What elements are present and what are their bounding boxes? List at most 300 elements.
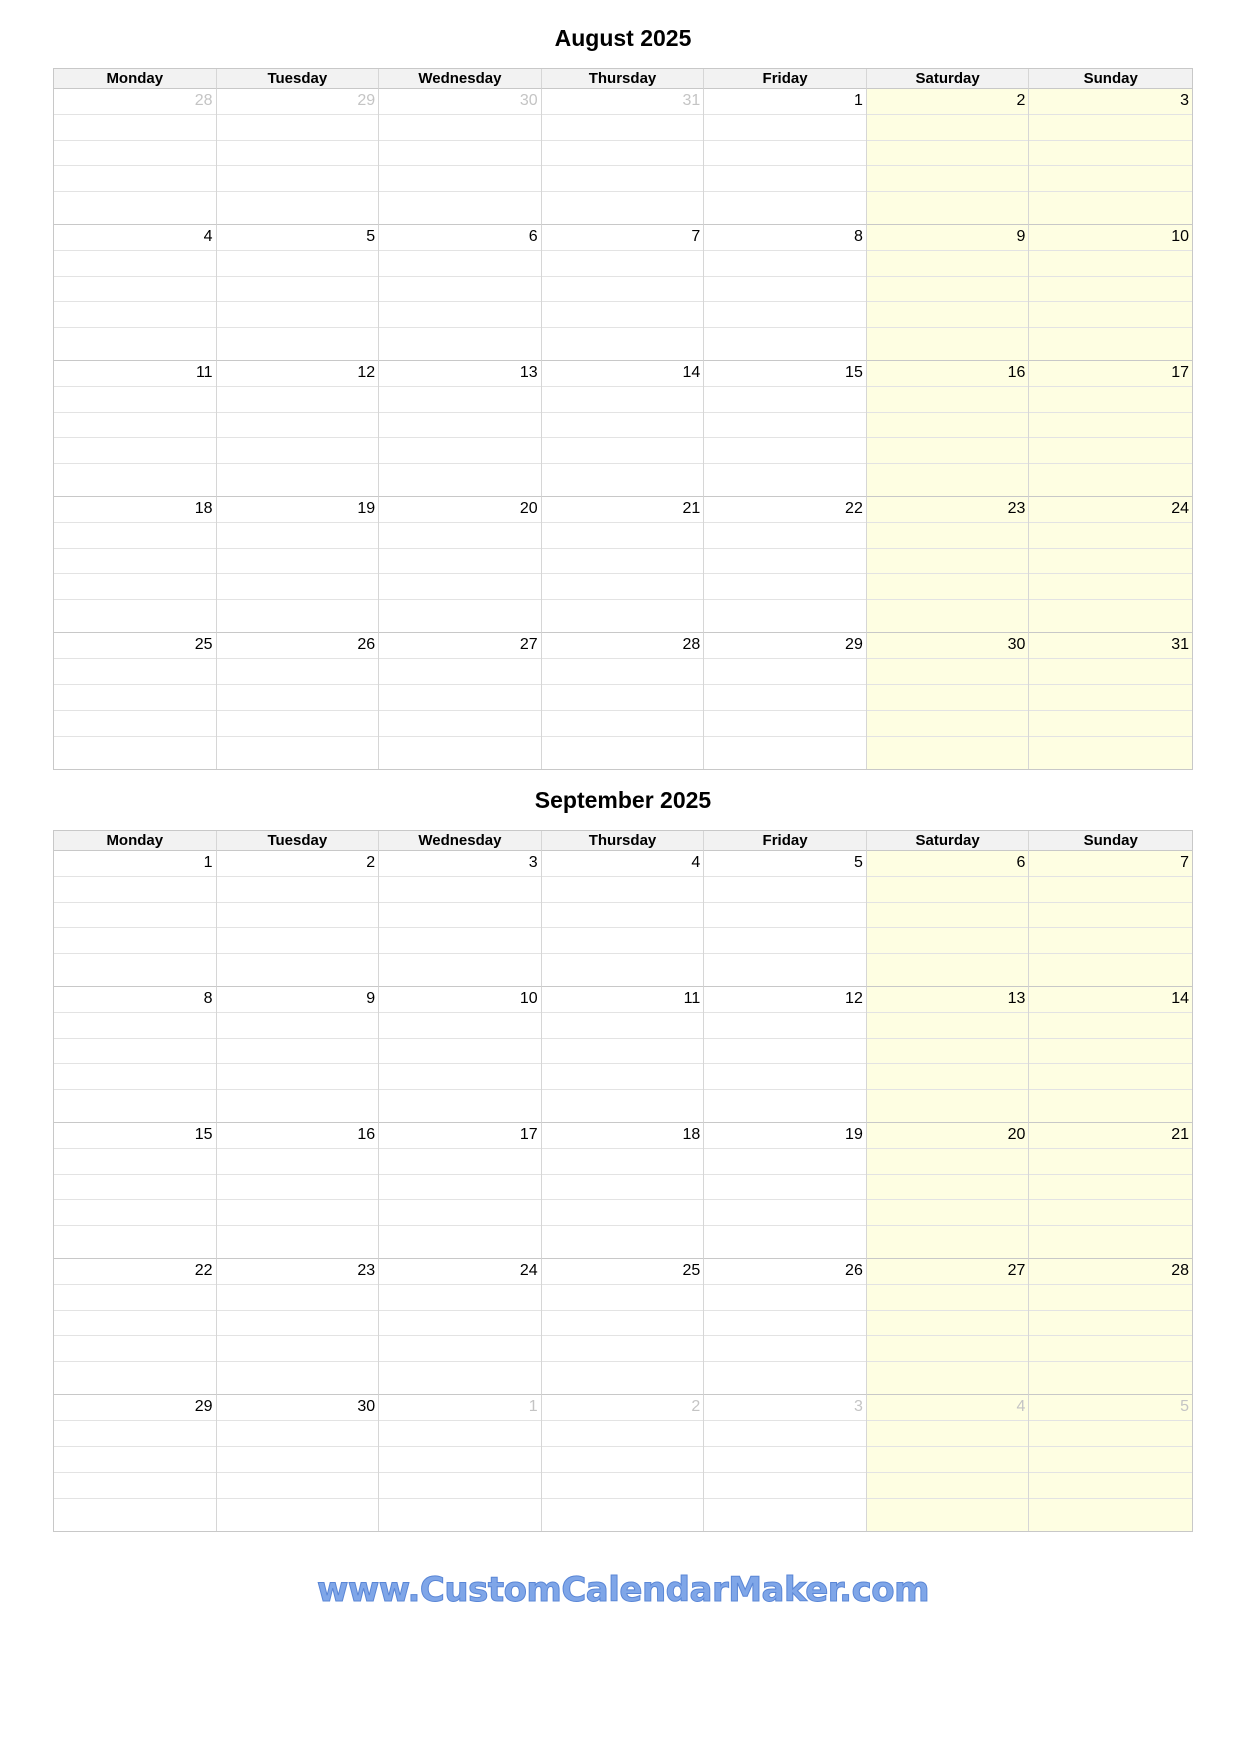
note-line: [704, 115, 866, 141]
note-line: [542, 413, 704, 439]
note-line: [1029, 523, 1192, 549]
note-line: [542, 1362, 704, 1394]
note-line: [867, 1175, 1029, 1201]
weekday-header: Sunday: [1029, 831, 1192, 851]
day-number: 29: [54, 1395, 216, 1421]
day-number: 26: [217, 633, 379, 659]
note-line: [542, 877, 704, 903]
day-number: 3: [1029, 89, 1192, 115]
note-line: [867, 328, 1029, 360]
note-line: [704, 1226, 866, 1258]
note-line: [217, 328, 379, 360]
weekday-header: Wednesday: [379, 69, 542, 89]
note-line: [542, 600, 704, 632]
note-line: [1029, 928, 1192, 954]
day-cell-outside-month: [867, 1395, 1030, 1531]
note-line: [1029, 685, 1192, 711]
day-number: 11: [54, 361, 216, 387]
note-line: [379, 1149, 541, 1175]
note-line: [867, 438, 1029, 464]
note-line: [542, 711, 704, 737]
note-line: [542, 1175, 704, 1201]
day-number: 31: [1029, 633, 1192, 659]
note-line: [704, 1336, 866, 1362]
day-cell: [867, 633, 1030, 769]
note-line: [217, 302, 379, 328]
note-line: [54, 1473, 216, 1499]
note-line: [704, 387, 866, 413]
day-number: 1: [379, 1395, 541, 1421]
day-cell: [704, 851, 867, 987]
day-cell: [1029, 1259, 1192, 1395]
note-line: [542, 1421, 704, 1447]
note-line: [704, 600, 866, 632]
note-line: [704, 1473, 866, 1499]
day-number: 20: [379, 497, 541, 523]
note-line: [1029, 1447, 1192, 1473]
note-line: [867, 1090, 1029, 1122]
day-cell: [1029, 633, 1192, 769]
note-line: [217, 737, 379, 769]
note-line: [1029, 464, 1192, 496]
note-line: [1029, 1499, 1192, 1531]
note-line: [867, 387, 1029, 413]
note-line: [867, 737, 1029, 769]
day-number: 16: [217, 1123, 379, 1149]
day-cell-outside-month: [704, 1395, 867, 1531]
weekday-header: Saturday: [867, 69, 1030, 89]
day-cell: [704, 225, 867, 361]
note-line: [217, 574, 379, 600]
weekday-header: Friday: [704, 69, 867, 89]
day-cell: [1029, 497, 1192, 633]
note-line: [704, 166, 866, 192]
note-line: [542, 1285, 704, 1311]
weekday-header: Thursday: [542, 831, 705, 851]
day-number: 5: [704, 851, 866, 877]
day-number: 10: [1029, 225, 1192, 251]
day-number: 24: [1029, 497, 1192, 523]
day-cell: [379, 225, 542, 361]
calendar-august: [53, 68, 1193, 770]
note-line: [1029, 192, 1192, 224]
note-line: [542, 464, 704, 496]
note-line: [54, 387, 216, 413]
day-cell: [704, 987, 867, 1123]
day-cell: [542, 987, 705, 1123]
note-line: [542, 115, 704, 141]
day-number: 19: [217, 497, 379, 523]
note-line: [704, 549, 866, 575]
note-line: [217, 438, 379, 464]
note-line: [542, 903, 704, 929]
note-line: [542, 1499, 704, 1531]
note-line: [379, 387, 541, 413]
note-line: [54, 877, 216, 903]
day-number: 9: [217, 987, 379, 1013]
note-line: [54, 685, 216, 711]
day-number: 25: [54, 633, 216, 659]
day-cell: [379, 987, 542, 1123]
note-line: [1029, 115, 1192, 141]
note-line: [867, 1421, 1029, 1447]
note-line: [704, 251, 866, 277]
day-number: 26: [704, 1259, 866, 1285]
note-line: [379, 903, 541, 929]
note-line: [217, 1039, 379, 1065]
note-line: [379, 1285, 541, 1311]
day-number: 13: [867, 987, 1029, 1013]
day-number: 2: [542, 1395, 704, 1421]
calendar-september: [53, 830, 1193, 1532]
day-cell: [867, 1259, 1030, 1395]
note-line: [217, 711, 379, 737]
note-line: [217, 1285, 379, 1311]
day-cell: [867, 89, 1030, 225]
note-line: [379, 549, 541, 575]
note-line: [867, 1499, 1029, 1531]
note-line: [379, 1447, 541, 1473]
day-cell-outside-month: [542, 1395, 705, 1531]
day-cell: [867, 1123, 1030, 1259]
day-number: 22: [704, 497, 866, 523]
note-line: [867, 141, 1029, 167]
day-number: 27: [867, 1259, 1029, 1285]
note-line: [542, 1039, 704, 1065]
note-line: [867, 1064, 1029, 1090]
note-line: [704, 523, 866, 549]
note-line: [1029, 387, 1192, 413]
note-line: [54, 574, 216, 600]
day-cell-outside-month: [217, 89, 380, 225]
note-line: [379, 1090, 541, 1122]
note-line: [1029, 166, 1192, 192]
day-number: 18: [542, 1123, 704, 1149]
day-number: 23: [217, 1259, 379, 1285]
note-line: [867, 1447, 1029, 1473]
note-line: [704, 1447, 866, 1473]
note-line: [54, 1362, 216, 1394]
day-cell: [704, 1259, 867, 1395]
note-line: [54, 1226, 216, 1258]
note-line: [542, 328, 704, 360]
note-line: [704, 737, 866, 769]
note-line: [54, 464, 216, 496]
day-cell: [1029, 361, 1192, 497]
note-line: [542, 1090, 704, 1122]
note-line: [867, 574, 1029, 600]
note-line: [704, 574, 866, 600]
note-line: [867, 1336, 1029, 1362]
note-line: [704, 328, 866, 360]
day-cell: [217, 1259, 380, 1395]
day-number: 28: [54, 89, 216, 115]
note-line: [542, 438, 704, 464]
note-line: [1029, 1200, 1192, 1226]
note-line: [379, 413, 541, 439]
note-line: [867, 302, 1029, 328]
note-line: [54, 549, 216, 575]
day-cell-outside-month: [1029, 1395, 1192, 1531]
note-line: [704, 464, 866, 496]
day-number: 13: [379, 361, 541, 387]
weekday-header: Friday: [704, 831, 867, 851]
day-number: 5: [1029, 1395, 1192, 1421]
day-cell: [542, 1259, 705, 1395]
note-line: [1029, 1311, 1192, 1337]
day-number: 8: [704, 225, 866, 251]
day-cell-outside-month: [379, 89, 542, 225]
note-line: [867, 954, 1029, 986]
day-number: 27: [379, 633, 541, 659]
note-line: [54, 1421, 216, 1447]
day-cell: [379, 851, 542, 987]
day-cell: [54, 633, 217, 769]
note-line: [542, 685, 704, 711]
day-number: 30: [217, 1395, 379, 1421]
note-line: [54, 413, 216, 439]
note-line: [217, 903, 379, 929]
note-line: [217, 1200, 379, 1226]
day-number: 17: [1029, 361, 1192, 387]
note-line: [217, 1090, 379, 1122]
day-number: 31: [542, 89, 704, 115]
note-line: [217, 1064, 379, 1090]
note-line: [379, 192, 541, 224]
note-line: [54, 166, 216, 192]
note-line: [867, 549, 1029, 575]
note-line: [379, 1311, 541, 1337]
day-cell: [542, 497, 705, 633]
note-line: [704, 1013, 866, 1039]
note-line: [704, 659, 866, 685]
note-line: [1029, 1362, 1192, 1394]
note-line: [1029, 1013, 1192, 1039]
note-line: [379, 1362, 541, 1394]
day-number: 8: [54, 987, 216, 1013]
note-line: [217, 115, 379, 141]
day-cell: [379, 1259, 542, 1395]
note-line: [54, 1447, 216, 1473]
note-line: [379, 166, 541, 192]
note-line: [1029, 549, 1192, 575]
day-cell: [542, 1123, 705, 1259]
note-line: [704, 413, 866, 439]
note-line: [1029, 1064, 1192, 1090]
note-line: [379, 523, 541, 549]
note-line: [542, 954, 704, 986]
note-line: [542, 549, 704, 575]
note-line: [542, 166, 704, 192]
note-line: [867, 464, 1029, 496]
note-line: [54, 1149, 216, 1175]
note-line: [867, 1039, 1029, 1065]
note-line: [54, 1499, 216, 1531]
day-cell: [1029, 225, 1192, 361]
note-line: [379, 251, 541, 277]
note-line: [1029, 413, 1192, 439]
day-cell: [217, 497, 380, 633]
note-line: [379, 1064, 541, 1090]
note-line: [704, 928, 866, 954]
note-line: [1029, 277, 1192, 303]
note-line: [867, 1226, 1029, 1258]
note-line: [867, 1149, 1029, 1175]
note-line: [867, 1013, 1029, 1039]
day-cell: [379, 1123, 542, 1259]
note-line: [217, 1362, 379, 1394]
note-line: [704, 954, 866, 986]
note-line: [54, 302, 216, 328]
note-line: [1029, 659, 1192, 685]
day-cell: [54, 497, 217, 633]
note-line: [704, 302, 866, 328]
note-line: [379, 302, 541, 328]
note-line: [379, 1421, 541, 1447]
note-line: [867, 192, 1029, 224]
note-line: [1029, 877, 1192, 903]
note-line: [1029, 1149, 1192, 1175]
note-line: [542, 1200, 704, 1226]
day-number: 22: [54, 1259, 216, 1285]
day-number: 15: [54, 1123, 216, 1149]
weekday-header: Thursday: [542, 69, 705, 89]
note-line: [542, 1311, 704, 1337]
day-number: 30: [867, 633, 1029, 659]
note-line: [542, 928, 704, 954]
note-line: [217, 387, 379, 413]
day-cell: [54, 361, 217, 497]
note-line: [217, 251, 379, 277]
note-line: [704, 1090, 866, 1122]
note-line: [54, 1285, 216, 1311]
note-line: [54, 277, 216, 303]
weekday-header: Monday: [54, 831, 217, 851]
day-number: 29: [217, 89, 379, 115]
note-line: [54, 1039, 216, 1065]
day-number: 30: [379, 89, 541, 115]
day-number: 2: [867, 89, 1029, 115]
note-line: [217, 1473, 379, 1499]
day-cell: [379, 497, 542, 633]
note-line: [704, 877, 866, 903]
day-cell: [54, 851, 217, 987]
note-line: [1029, 1421, 1192, 1447]
note-line: [1029, 328, 1192, 360]
note-line: [704, 1285, 866, 1311]
note-line: [54, 251, 216, 277]
note-line: [54, 1064, 216, 1090]
note-line: [217, 1013, 379, 1039]
note-line: [217, 1175, 379, 1201]
day-number: 7: [542, 225, 704, 251]
note-line: [704, 438, 866, 464]
note-line: [217, 928, 379, 954]
note-line: [1029, 1285, 1192, 1311]
day-number: 4: [867, 1395, 1029, 1421]
day-number: 17: [379, 1123, 541, 1149]
day-number: 4: [54, 225, 216, 251]
day-number: 12: [217, 361, 379, 387]
note-line: [867, 115, 1029, 141]
note-line: [1029, 1039, 1192, 1065]
weekday-header: Tuesday: [217, 831, 380, 851]
note-line: [379, 928, 541, 954]
note-line: [379, 877, 541, 903]
day-number: 5: [217, 225, 379, 251]
note-line: [867, 903, 1029, 929]
day-number: 25: [542, 1259, 704, 1285]
day-cell: [867, 987, 1030, 1123]
note-line: [54, 1336, 216, 1362]
note-line: [867, 1473, 1029, 1499]
note-line: [704, 711, 866, 737]
note-line: [542, 1149, 704, 1175]
note-line: [379, 1336, 541, 1362]
note-line: [217, 192, 379, 224]
day-cell-outside-month: [54, 89, 217, 225]
note-line: [217, 1421, 379, 1447]
day-cell-outside-month: [542, 89, 705, 225]
note-line: [542, 192, 704, 224]
note-line: [1029, 438, 1192, 464]
note-line: [704, 1039, 866, 1065]
note-line: [379, 115, 541, 141]
day-cell: [1029, 851, 1192, 987]
note-line: [542, 659, 704, 685]
note-line: [217, 549, 379, 575]
note-line: [704, 1064, 866, 1090]
note-line: [1029, 251, 1192, 277]
note-line: [54, 141, 216, 167]
day-number: 29: [704, 633, 866, 659]
weekday-header: Wednesday: [379, 831, 542, 851]
footer-website-link[interactable]: www.CustomCalendarMaker.com: [316, 1570, 930, 1610]
day-number: 4: [542, 851, 704, 877]
note-line: [217, 877, 379, 903]
note-line: [704, 1200, 866, 1226]
day-number: 28: [1029, 1259, 1192, 1285]
note-line: [1029, 1175, 1192, 1201]
day-number: 9: [867, 225, 1029, 251]
day-number: 6: [379, 225, 541, 251]
note-line: [1029, 302, 1192, 328]
note-line: [379, 659, 541, 685]
note-line: [1029, 574, 1192, 600]
note-line: [1029, 141, 1192, 167]
day-number: 16: [867, 361, 1029, 387]
note-line: [704, 1175, 866, 1201]
day-number: 12: [704, 987, 866, 1013]
note-line: [542, 387, 704, 413]
day-cell: [217, 1123, 380, 1259]
note-line: [217, 413, 379, 439]
note-line: [54, 438, 216, 464]
day-number: 7: [1029, 851, 1192, 877]
day-number: 3: [704, 1395, 866, 1421]
day-cell: [542, 225, 705, 361]
day-number: 3: [379, 851, 541, 877]
note-line: [867, 413, 1029, 439]
note-line: [217, 600, 379, 632]
note-line: [379, 1473, 541, 1499]
note-line: [704, 1149, 866, 1175]
note-line: [1029, 903, 1192, 929]
day-number: 1: [54, 851, 216, 877]
note-line: [704, 141, 866, 167]
day-number: 28: [542, 633, 704, 659]
note-line: [54, 903, 216, 929]
